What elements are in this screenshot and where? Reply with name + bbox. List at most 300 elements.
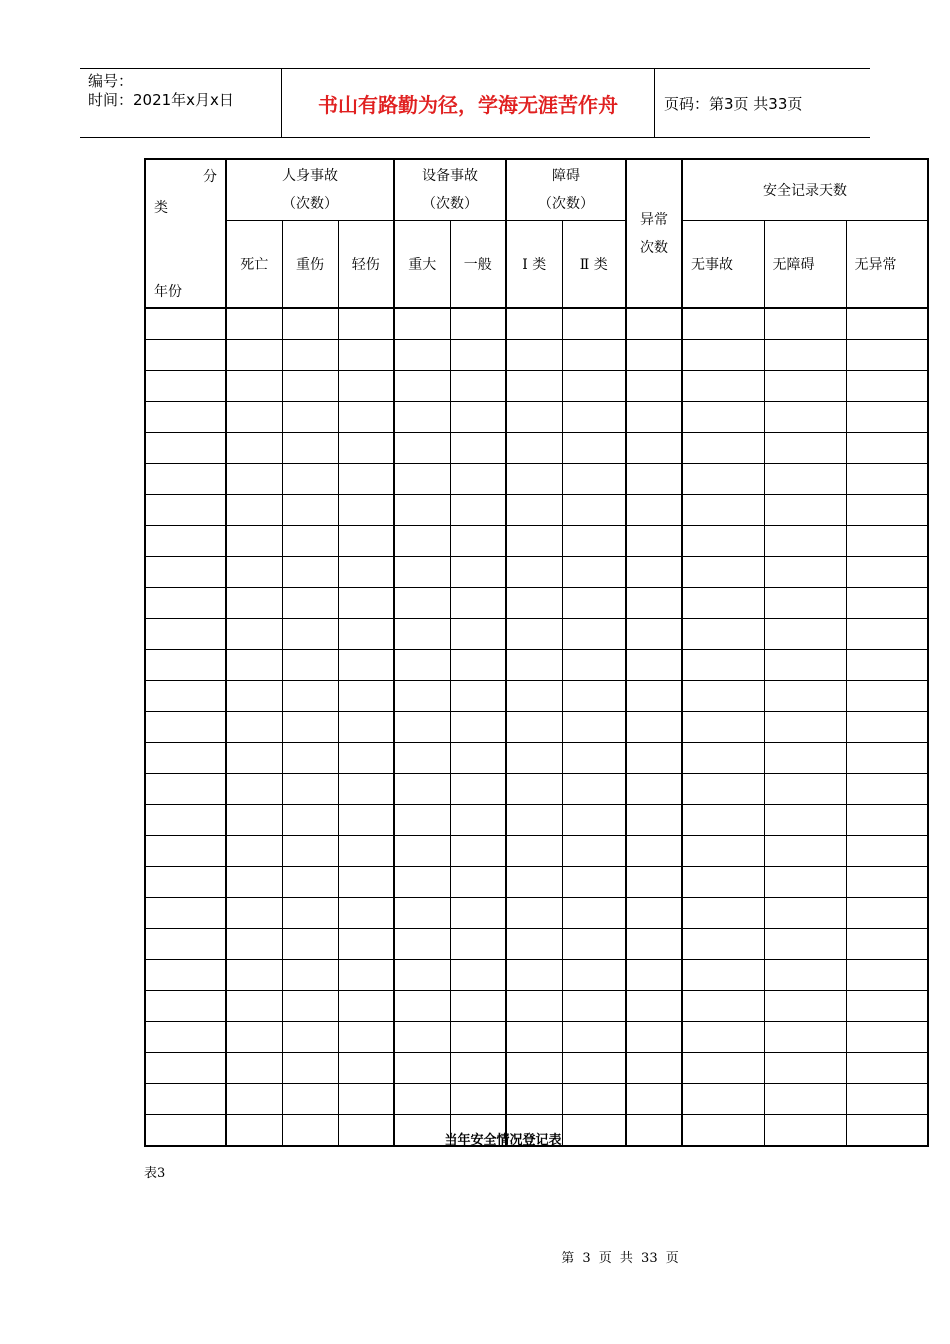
table-cell [338, 588, 394, 619]
table-row [145, 898, 928, 929]
table-cell [226, 991, 282, 1022]
table-cell [506, 1084, 562, 1115]
header-meta [88, 72, 234, 110]
table-cell [506, 340, 562, 371]
table-cell [682, 1084, 764, 1115]
table-cell [626, 1053, 682, 1084]
table-cell [338, 836, 394, 867]
table-cell [338, 340, 394, 371]
table-cell [562, 340, 626, 371]
table-cell [764, 1084, 846, 1115]
table-cell [226, 402, 282, 433]
table-cell [846, 1053, 928, 1084]
table-cell [846, 464, 928, 495]
table-cell [282, 433, 338, 464]
table-cell [682, 867, 764, 898]
table-cell [338, 743, 394, 774]
table-cell [338, 371, 394, 402]
corner-category-label: 分 [203, 169, 217, 185]
table-cell [846, 308, 928, 340]
table-cell [562, 898, 626, 929]
table-cell [450, 402, 506, 433]
table-cell [846, 619, 928, 650]
table-cell [682, 712, 764, 743]
table-cell [764, 929, 846, 960]
table-cell [764, 1022, 846, 1053]
table-cell [394, 836, 450, 867]
table-cell [394, 308, 450, 340]
table-cell [626, 991, 682, 1022]
table-cell [506, 464, 562, 495]
table-cell [338, 619, 394, 650]
table-cell [682, 433, 764, 464]
table-cell [338, 1084, 394, 1115]
table-cell [764, 402, 846, 433]
table-cell [282, 588, 338, 619]
table-cell [506, 650, 562, 681]
table-cell [626, 1022, 682, 1053]
table-cell [846, 371, 928, 402]
table-cell [562, 650, 626, 681]
equipment-accident-title: 设备事故 [422, 168, 478, 184]
table-cell [282, 960, 338, 991]
table-cell [145, 650, 226, 681]
table-cell [846, 805, 928, 836]
table-cell [626, 433, 682, 464]
table-cell [626, 805, 682, 836]
page-info: 页码：第3页 共33页 [664, 94, 803, 113]
table-cell [764, 650, 846, 681]
table-row [145, 1022, 928, 1053]
table-cell [764, 898, 846, 929]
table-cell [626, 557, 682, 588]
table-cell [846, 960, 928, 991]
table-cell [846, 898, 928, 929]
table-cell [226, 743, 282, 774]
table-cell [682, 743, 764, 774]
table-cell [226, 557, 282, 588]
sub-column-header: 死亡 [226, 221, 282, 309]
table-cell [626, 1084, 682, 1115]
safety-register-table [144, 158, 929, 1147]
table-row [145, 867, 928, 898]
table-cell [450, 805, 506, 836]
table-cell [226, 308, 282, 340]
table-cell [562, 867, 626, 898]
serial-label: 编号： [88, 72, 134, 90]
table-cell [226, 371, 282, 402]
table-cell [506, 1053, 562, 1084]
table-cell [145, 712, 226, 743]
table-cell [226, 588, 282, 619]
table-cell [145, 929, 226, 960]
table-cell [226, 340, 282, 371]
table-cell [282, 991, 338, 1022]
table-cell [626, 681, 682, 712]
table-cell [682, 1022, 764, 1053]
table-cell [394, 712, 450, 743]
equipment-accident-header [394, 159, 506, 221]
abnormal-label: 次数 [640, 239, 668, 256]
table-cell [450, 898, 506, 929]
table-cell [506, 805, 562, 836]
table-cell [682, 1053, 764, 1084]
table-cell [506, 836, 562, 867]
table-cell [338, 1022, 394, 1053]
table-cell [626, 650, 682, 681]
table-cell [282, 371, 338, 402]
table-cell [562, 836, 626, 867]
table-cell [394, 619, 450, 650]
table-cell [282, 898, 338, 929]
table-cell [282, 681, 338, 712]
equipment-accident-unit: （次数） [422, 196, 478, 212]
table-cell [764, 805, 846, 836]
table-cell [562, 526, 626, 557]
table-cell [338, 433, 394, 464]
table-cell [846, 712, 928, 743]
table-cell [282, 1084, 338, 1115]
obstacle-unit: （次数） [538, 196, 594, 212]
table-cell [282, 836, 338, 867]
sub-column-header: Ⅰ 类 [506, 221, 562, 309]
table-cell [338, 960, 394, 991]
table-cell [282, 805, 338, 836]
table-row [145, 371, 928, 402]
table-cell [846, 433, 928, 464]
table-cell [282, 340, 338, 371]
table-cell [338, 898, 394, 929]
table-cell [506, 371, 562, 402]
table-cell [145, 836, 226, 867]
table-cell [282, 867, 338, 898]
table-cell [506, 960, 562, 991]
table-cell [626, 464, 682, 495]
table-cell [282, 619, 338, 650]
table-cell [506, 619, 562, 650]
table-cell [450, 991, 506, 1022]
table-cell [394, 681, 450, 712]
table-cell [846, 1022, 928, 1053]
table-cell [394, 960, 450, 991]
table-cell [450, 774, 506, 805]
table-cell [682, 402, 764, 433]
table-cell [846, 495, 928, 526]
table-cell [338, 557, 394, 588]
table-row [145, 464, 928, 495]
table-cell [682, 526, 764, 557]
table-cell [450, 1084, 506, 1115]
page-header [80, 68, 870, 138]
table-cell [506, 557, 562, 588]
table-row [145, 619, 928, 650]
table-cell [450, 712, 506, 743]
header-divider [654, 69, 655, 137]
table-cell [450, 836, 506, 867]
table-cell [394, 1084, 450, 1115]
table-cell [394, 464, 450, 495]
table-cell [682, 960, 764, 991]
table-cell [764, 433, 846, 464]
table-cell [562, 557, 626, 588]
table-cell [764, 464, 846, 495]
table-cell [626, 743, 682, 774]
table-row [145, 588, 928, 619]
table-cell [226, 1053, 282, 1084]
table-cell [338, 991, 394, 1022]
table-caption: 当年安全情况登记表 [444, 1133, 562, 1148]
table-cell [846, 526, 928, 557]
table-row [145, 743, 928, 774]
table-cell [846, 867, 928, 898]
table-row [145, 774, 928, 805]
table-cell [338, 308, 394, 340]
table-cell [145, 681, 226, 712]
table-cell [506, 991, 562, 1022]
table-cell [394, 867, 450, 898]
table-row [145, 681, 928, 712]
table-cell [562, 588, 626, 619]
table-cell [506, 402, 562, 433]
table-cell [394, 805, 450, 836]
table-cell [338, 526, 394, 557]
page-footer: 第 3 页 共 33 页 [561, 1251, 679, 1266]
table-cell [226, 867, 282, 898]
table-cell [764, 712, 846, 743]
table-cell [394, 526, 450, 557]
table-cell [682, 681, 764, 712]
table-cell [450, 308, 506, 340]
table-cell [145, 588, 226, 619]
table-cell [338, 681, 394, 712]
table-cell [562, 402, 626, 433]
table-row [145, 836, 928, 867]
table-cell [394, 588, 450, 619]
table-cell [282, 308, 338, 340]
table-cell [145, 960, 226, 991]
personal-accident-unit: （次数） [282, 196, 338, 212]
table-cell [145, 1053, 226, 1084]
table-cell [846, 557, 928, 588]
table-cell [394, 402, 450, 433]
table-cell [562, 1022, 626, 1053]
table-cell [450, 588, 506, 619]
sub-column-header: 重伤 [282, 221, 338, 309]
table-cell [145, 898, 226, 929]
table-cell [226, 805, 282, 836]
table-cell [682, 588, 764, 619]
sub-column-header: 一般 [450, 221, 506, 309]
table-cell [394, 774, 450, 805]
table-cell [626, 308, 682, 340]
sub-column-header: 无事故 [682, 221, 764, 309]
corner-category-label: 类 [154, 200, 168, 216]
table-row [145, 340, 928, 371]
table-row [145, 308, 928, 340]
table-cell [682, 805, 764, 836]
table-cell [626, 712, 682, 743]
table-cell [226, 1084, 282, 1115]
table-row [145, 526, 928, 557]
table-cell [626, 371, 682, 402]
table-cell [626, 960, 682, 991]
sub-column-header: 重大 [394, 221, 450, 309]
table-cell [764, 836, 846, 867]
table-cell [846, 743, 928, 774]
table-cell [506, 774, 562, 805]
table-cell [338, 867, 394, 898]
table-cell [562, 495, 626, 526]
table-cell [394, 743, 450, 774]
table-cell [626, 526, 682, 557]
table-cell [450, 650, 506, 681]
personal-accident-header [226, 159, 394, 221]
table-number: 表3 [144, 1166, 166, 1181]
table-cell [682, 991, 764, 1022]
table-cell [145, 619, 226, 650]
table-cell [450, 1022, 506, 1053]
table-cell [450, 340, 506, 371]
table-cell [394, 929, 450, 960]
date-label: 时间：2021年x月x日 [88, 91, 234, 109]
table-cell [562, 1053, 626, 1084]
table-cell [682, 371, 764, 402]
table-cell [394, 898, 450, 929]
table-cell [682, 929, 764, 960]
table-cell [626, 495, 682, 526]
table-cell [338, 929, 394, 960]
table-cell [682, 308, 764, 340]
table-cell [846, 1084, 928, 1115]
table-cell [562, 712, 626, 743]
table-cell [394, 495, 450, 526]
table-cell [764, 960, 846, 991]
table-row [145, 557, 928, 588]
table-cell [450, 526, 506, 557]
table-cell [626, 929, 682, 960]
table-cell [282, 650, 338, 681]
table-cell [506, 712, 562, 743]
table-cell [846, 681, 928, 712]
table-cell [145, 991, 226, 1022]
table-cell [626, 867, 682, 898]
table-cell [506, 526, 562, 557]
table-cell [226, 712, 282, 743]
table-cell [682, 898, 764, 929]
table-cell [626, 774, 682, 805]
abnormal-count-header [626, 159, 682, 308]
table-cell [226, 898, 282, 929]
table-cell [226, 960, 282, 991]
table-cell [282, 1022, 338, 1053]
table-cell [764, 991, 846, 1022]
table-cell [764, 557, 846, 588]
table-cell [282, 929, 338, 960]
table-cell [145, 1084, 226, 1115]
table-cell [562, 308, 626, 340]
table-cell [338, 1053, 394, 1084]
table-cell [145, 1022, 226, 1053]
table-cell [764, 867, 846, 898]
table-cell [394, 650, 450, 681]
table-cell [226, 495, 282, 526]
table-cell [145, 774, 226, 805]
table-cell [846, 340, 928, 371]
table-cell [282, 1053, 338, 1084]
table-cell [145, 433, 226, 464]
table-cell [562, 743, 626, 774]
table-row [145, 991, 928, 1022]
table-cell [145, 526, 226, 557]
abnormal-label: 异常 [640, 211, 668, 228]
table-cell [626, 588, 682, 619]
sub-column-header: 无障碍 [764, 221, 846, 309]
table-cell [506, 588, 562, 619]
table-cell [394, 371, 450, 402]
table-cell [450, 960, 506, 991]
table-cell [506, 898, 562, 929]
table-cell [282, 743, 338, 774]
table-cell [846, 774, 928, 805]
table-cell [506, 495, 562, 526]
table-cell [282, 526, 338, 557]
table-cell [226, 774, 282, 805]
table-cell [226, 681, 282, 712]
table-cell [562, 960, 626, 991]
table-cell [394, 340, 450, 371]
table-cell [764, 495, 846, 526]
table-cell [846, 929, 928, 960]
sub-column-header: Ⅱ 类 [562, 221, 626, 309]
table-cell [282, 774, 338, 805]
table-cell [846, 588, 928, 619]
table-cell [226, 433, 282, 464]
table-cell [282, 495, 338, 526]
table-cell [226, 464, 282, 495]
table-cell [764, 308, 846, 340]
table-cell [506, 1022, 562, 1053]
table-cell [682, 774, 764, 805]
table-row [145, 929, 928, 960]
table-row [145, 1053, 928, 1084]
table-cell [506, 433, 562, 464]
table-cell [682, 557, 764, 588]
table-cell [282, 557, 338, 588]
table-cell [764, 371, 846, 402]
table-cell [562, 774, 626, 805]
table-cell [338, 402, 394, 433]
table-row [145, 1084, 928, 1115]
table-cell [764, 619, 846, 650]
table-cell [450, 867, 506, 898]
table-cell [562, 929, 626, 960]
table-cell [562, 371, 626, 402]
table-cell [145, 464, 226, 495]
table-cell [562, 619, 626, 650]
table-cell [682, 495, 764, 526]
table-cell [562, 805, 626, 836]
table-cell [394, 1053, 450, 1084]
obstacle-title: 障碍 [552, 168, 580, 184]
obstacle-header [506, 159, 626, 221]
table-cell [846, 991, 928, 1022]
corner-header-cell [145, 159, 226, 308]
table-cell [226, 836, 282, 867]
safety-days-header: 安全记录天数 [682, 159, 928, 221]
table-cell [282, 464, 338, 495]
table-cell [450, 495, 506, 526]
table-cell [562, 433, 626, 464]
